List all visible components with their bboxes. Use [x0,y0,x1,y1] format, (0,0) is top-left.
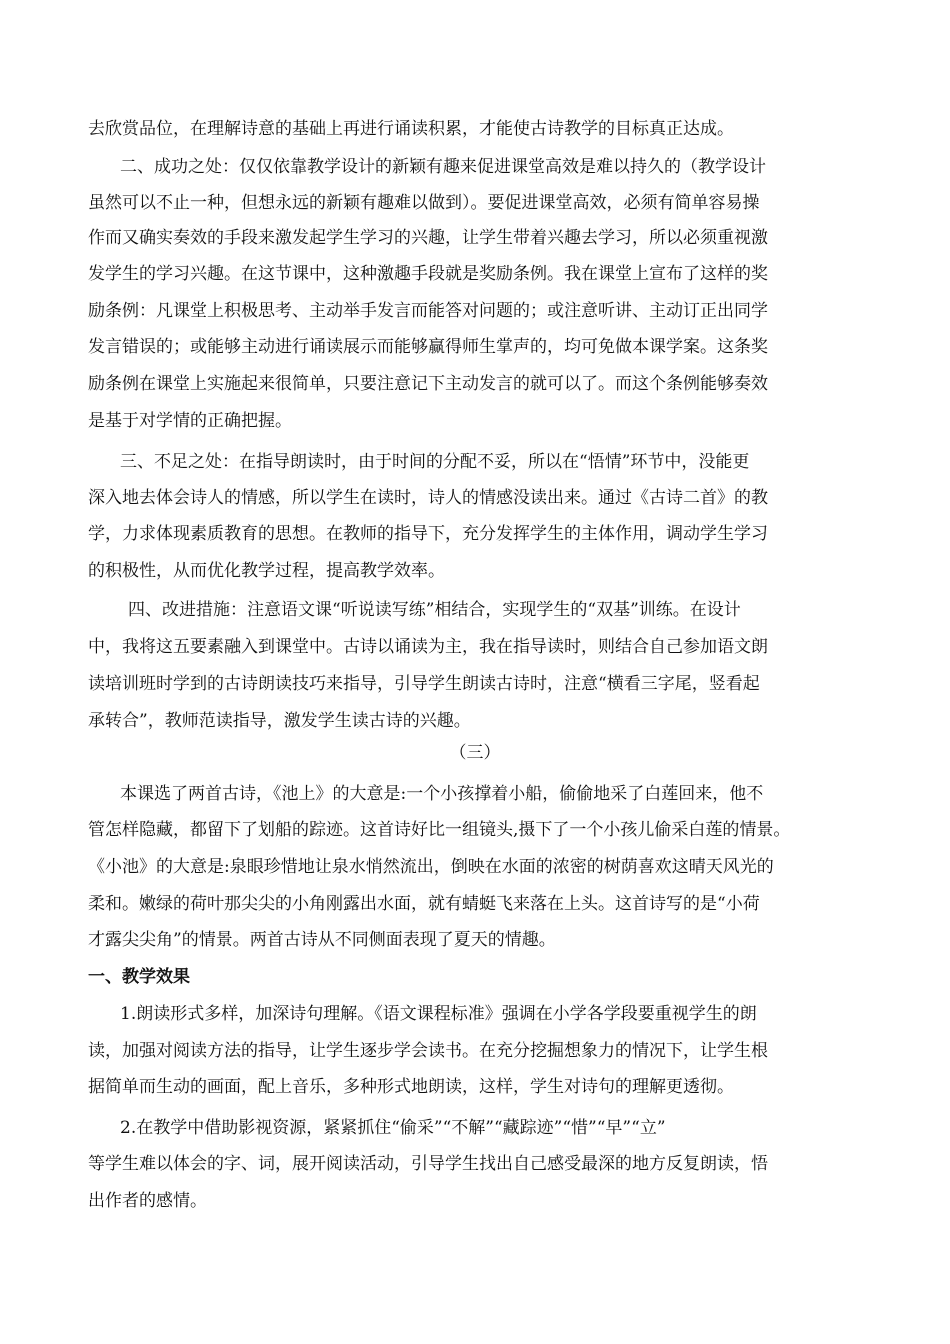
text-line: 励条例在课堂上实施起来很简单，只要注意记下主动发言的就可以了。而这个条例能够奏效 [88,374,768,394]
text-line: 的积极性，从而优化教学过程，提高教学效率。 [88,561,445,581]
text-line: 中，我将这五要素融入到课堂中。古诗以诵读为主，我在指导读时，则结合自己参加语文朗 [88,637,768,657]
text-line: 承转合”，教师范读指导，激发学生读古诗的兴趣。 [88,711,471,731]
section-heading: （三） [449,743,501,763]
text-line: 据简单而生动的画面，配上音乐，多种形式地朗读，这样，学生对诗句的理解更透彻。 [88,1077,734,1097]
text-line: 1.朗读形式多样，加深诗句理解。《语文课程标准》强调在小学各学段要重视学生的朗 [120,1004,757,1024]
text-line: 《小池》的大意是:泉眼珍惜地让泉水悄然流出，倒映在水面的浓密的树荫喜欢这晴天风光的 [88,857,774,877]
text-line: 二、成功之处：仅仅依靠教学设计的新颖有趣来促进课堂高效是难以持久的（教学设计 [120,157,766,177]
text-line: 四、改进措施：注意语文课“听说读写练”相结合，实现学生的“双基”训练。在设计 [128,600,741,620]
text-line: 本课选了两首古诗，《池上》的大意是:一个小孩撑着小船，偷偷地采了白莲回来，他不 [120,784,764,804]
text-line: 管怎样隐藏，都留下了划船的踪迹。这首诗好比一组镜头,摄下了一个小孩儿偷采白莲的情景。 [88,820,791,840]
text-line: 等学生难以体会的字、词，展开阅读活动，引导学生找出自己感受最深的地方反复朗读，悟 [88,1154,768,1174]
text-line: 2.在教学中借助影视资源，紧紧抓住“偷采”“不解”“藏踪迹”“惜”“早”“立” [120,1118,666,1138]
text-line: 深入地去体会诗人的情感，所以学生在读时，诗人的情感没读出来。通过《古诗二首》的教 [88,488,768,508]
text-line: 发学生的学习兴趣。在这节课中，这种激趣手段就是奖励条例。我在课堂上宣布了这样的奖 [88,264,768,284]
text-line: 虽然可以不止一种，但想永远的新颖有趣难以做到）。要促进课堂高效，必须有简单容易操 [88,193,760,213]
text-line: 才露尖尖角”的情景。两首古诗从不同侧面表现了夏天的情趣。 [88,930,556,950]
text-line: 励条例：凡课堂上积极思考、主动举手发言而能答对问题的；或注意听讲、主动订正出同学 [88,301,768,321]
text-line: 读，加强对阅读方法的指导，让学生逐步学会读书。在充分挖掘想象力的情况下，让学生根 [88,1041,768,1061]
text-line: 出作者的感情。 [88,1191,207,1211]
text-line: 发言错误的；或能够主动进行诵读展示而能够赢得师生掌声的，均可免做本课学案。这条奖 [88,337,768,357]
text-line: 去欣赏品位，在理解诗意的基础上再进行诵读积累，才能使古诗教学的目标真正达成。 [88,119,734,139]
text-line: 作而又确实奏效的手段来激发起学生学习的兴趣，让学生带着兴趣去学习，所以必须重视激 [88,228,768,248]
text-line: 读培训班时学到的古诗朗读技巧来指导，引导学生朗读古诗时，注意“横看三字尾，竖看起 [88,674,760,694]
text-line: 学，力求体现素质教育的思想。在教师的指导下，充分发挥学生的主体作用，调动学生学习 [88,524,768,544]
text-line: 柔和。嫩绿的荷叶那尖尖的小角刚露出水面，就有蜻蜓飞来落在上头。这首诗写的是“小荷 [88,894,760,914]
subsection-heading: 一、教学效果 [88,967,190,987]
text-line: 三、不足之处：在指导朗读时，由于时间的分配不妥，所以在“悟情”环节中，没能更 [120,452,750,472]
text-line: 是基于对学情的正确把握。 [88,411,292,431]
